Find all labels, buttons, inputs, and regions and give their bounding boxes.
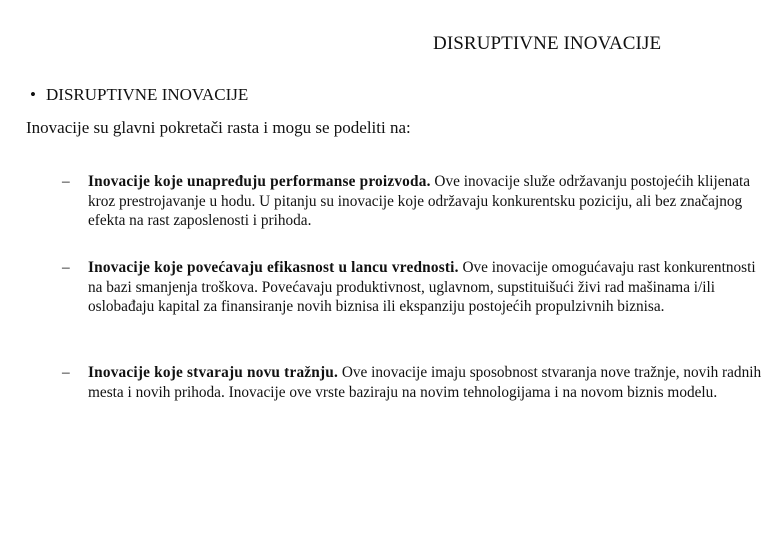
list-item-lead: Inovacije koje unapređuju performanse proizvoda.	[88, 173, 431, 190]
list-item-text	[88, 172, 762, 231]
slide-title: DISRUPTIVNE INOVACIJE	[433, 33, 662, 54]
list-item-body: Ove inovacije omogućavaju rast konkurentnosti na bazi smanjenja troškova. Povećavaju produktivnost, uglavnom, supstituišući živi rad mašinama i/ili oslobađaju kapital za finansiranje novih biznisa ili ekspanziju postojećih propulzivnih biznisa.	[88, 259, 756, 315]
list-item-lead: Inovacije koje povećavaju efikasnost u lancu vrednosti.	[88, 259, 459, 276]
dash-marker: –	[62, 364, 70, 381]
list-item-lead: Inovacije koje stvaraju novu tražnju.	[88, 364, 339, 381]
list-item-body: Ove inovacije služe održavanju postojećih klijenata kroz prestrojavanje u hodu. U pitanju su inovacije koje održavaju konkurentsku poziciju, ali bez značajnog efekta na rast zaposlenosti i prihoda.	[88, 173, 751, 229]
bullet-icon: •	[30, 85, 36, 104]
list-item-body: Ove inovacije imaju sposobnost stvaranja nove tražnje, novih radnih mesta i novih prihoda. Inovacije ove vrste baziraju na novim tehnologijama i na novom biznis modelu.	[88, 364, 762, 401]
list-item	[62, 172, 762, 231]
list-item-text	[88, 258, 762, 317]
list-item	[62, 363, 762, 402]
dash-marker: –	[62, 259, 70, 276]
list-item	[62, 258, 762, 317]
intro-text: Inovacije su glavni pokretači rasta i mogu se podeliti na:	[26, 118, 411, 137]
bullet-heading-text: DISRUPTIVNE INOVACIJE	[46, 85, 249, 104]
bullet-heading	[30, 85, 248, 105]
dash-marker: –	[62, 173, 70, 190]
list-item-text	[88, 363, 762, 402]
